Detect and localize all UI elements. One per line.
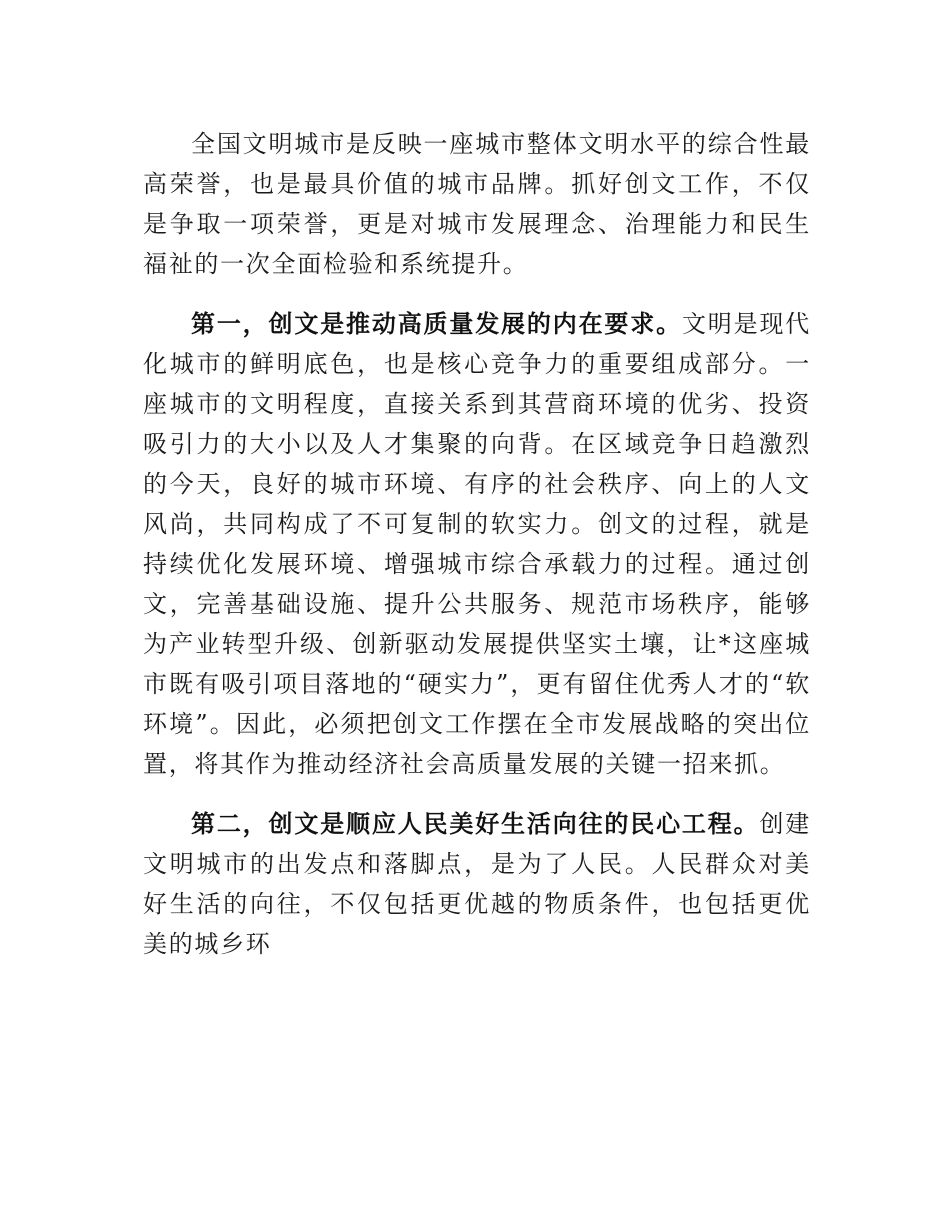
paragraph-text: 创建文明城市的出发点和落脚点，是为了人民。人民群众对美好生活的向往，不仅包括更优越的物质条件，也包括更优美的城乡环 [143,810,811,958]
intro-paragraph [143,124,811,284]
paragraph-text: 文明是现代化城市的鲜明底色，也是核心竞争力的重要组成部分。一座城市的文明程度，直接关系到其营商环境的优劣、投资吸引力的大小以及人才集聚的向背。在区域竞争日趋激烈的今天，良好的城市环境、有序的社会秩序、向上的人文风尚，共同构成了不可复制的软实力。创文的过程，就是持续优化发展环境、增强城市综合承载力的过程。通过创文，完善基础设施、提升公共服务、规范市场秩序，能够为产业转型升级、创新驱动发展提供坚实土壤，让*这座城市既有吸引项目落地的“硬实力”，更有留住优秀人才的“软环境”。因此，必须把创文工作摆在全市发展战略的突出位置，将其作为推动经济社会高质量发展的关键一招来抓。 [143,310,811,778]
point-one-paragraph [143,304,811,784]
point-one-heading: 第一，创文是推动高质量发展的内在要求。 [191,310,682,338]
point-two-heading: 第二，创文是顺应人民美好生活向往的民心工程。 [191,810,760,838]
point-two-paragraph [143,804,811,964]
paragraph-text: 全国文明城市是反映一座城市整体文明水平的综合性最高荣誉，也是最具价值的城市品牌。抓好创文工作，不仅是争取一项荣誉，更是对城市发展理念、治理能力和民生福祉的一次全面检验和系统提升。 [143,130,811,278]
document-body [143,124,811,964]
